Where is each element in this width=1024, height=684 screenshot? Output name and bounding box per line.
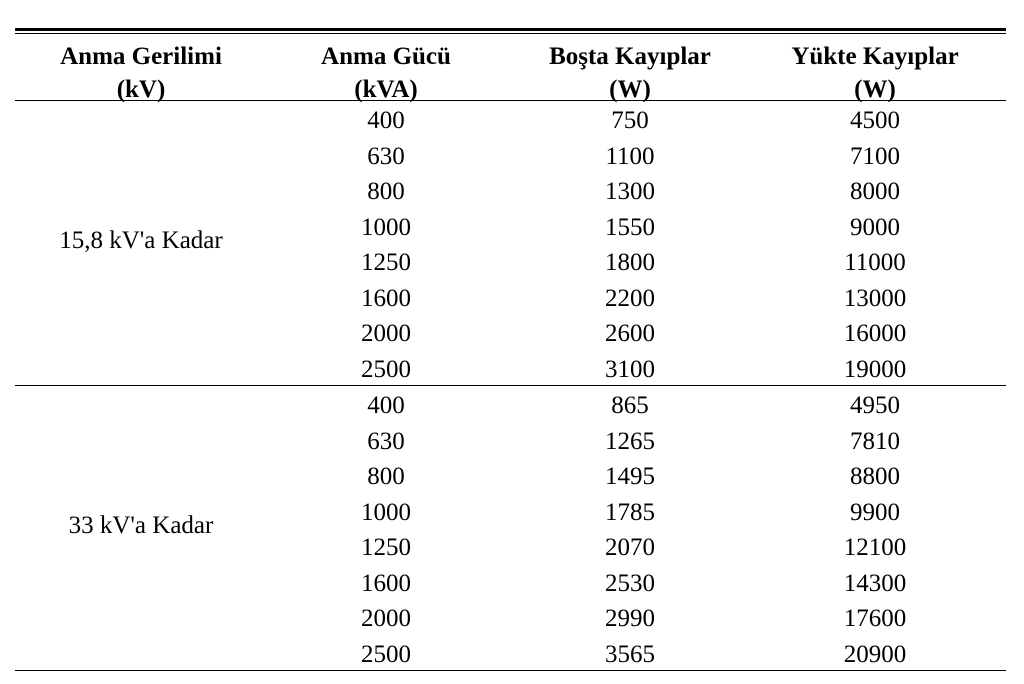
load-loss-cell: 7810 <box>850 427 900 455</box>
no-load-loss-cell: 750 <box>611 107 649 134</box>
no-load-loss-cell: 1100 <box>605 142 655 170</box>
rated-power-cell: 1000 <box>361 498 411 526</box>
table-row <box>15 601 1006 637</box>
group-label: 33 kV'a Kadar <box>68 512 214 539</box>
no-load-loss-cell: 2990 <box>605 605 655 632</box>
no-load-loss-cell: 1300 <box>605 178 655 205</box>
load-loss-cell: 17600 <box>843 605 907 632</box>
load-loss-cell: 14300 <box>843 569 907 597</box>
rated-power-cell: 2000 <box>361 605 411 632</box>
rated-power-cell: 2500 <box>361 640 411 668</box>
rated-power-cell: 1250 <box>361 534 411 561</box>
table-row <box>15 352 1006 388</box>
table-row <box>15 316 1006 352</box>
load-loss-cell: 13000 <box>843 284 907 312</box>
table-row <box>15 495 1006 531</box>
header-no-load-losses-title: Boşta Kayıplar <box>549 43 711 70</box>
load-loss-cell: 12100 <box>843 534 907 561</box>
no-load-loss-cell: 1495 <box>605 463 655 490</box>
load-loss-cell: 4500 <box>850 107 900 134</box>
table-row <box>15 530 1006 566</box>
load-loss-cell: 8800 <box>850 463 900 490</box>
transformer-loss-table <box>15 28 1006 671</box>
table-row <box>15 424 1006 460</box>
header-rated-voltage-unit: (kV) <box>116 76 166 103</box>
load-loss-cell: 4950 <box>850 392 900 419</box>
rated-power-cell: 1600 <box>361 284 411 312</box>
load-loss-cell: 19000 <box>843 355 907 383</box>
rated-power-cell: 2500 <box>361 355 411 383</box>
rated-power-cell: 800 <box>367 463 405 490</box>
table-row <box>15 245 1006 281</box>
rated-power-cell: 800 <box>367 178 405 205</box>
no-load-loss-cell: 2070 <box>605 534 655 561</box>
load-loss-cell: 20900 <box>843 640 907 668</box>
table-row <box>15 139 1006 175</box>
no-load-loss-cell: 865 <box>611 392 649 419</box>
no-load-loss-cell: 1550 <box>605 213 655 241</box>
load-loss-cell: 8000 <box>850 178 900 205</box>
rated-power-cell: 400 <box>367 107 405 134</box>
no-load-loss-cell: 3100 <box>605 355 655 383</box>
table-top-rule <box>15 28 1006 31</box>
group-label: 15,8 kV'a Kadar <box>59 227 223 254</box>
voltage-group-15-8kv <box>15 101 1006 385</box>
no-load-loss-cell: 1785 <box>605 498 655 526</box>
rated-power-cell: 1000 <box>361 213 411 241</box>
header-load-losses-title: Yükte Kayıplar <box>791 43 959 70</box>
header-no-load-losses-unit: (W) <box>609 76 651 103</box>
no-load-loss-cell: 2530 <box>605 569 655 597</box>
table-row <box>15 103 1006 139</box>
header-load-losses-unit: (W) <box>854 76 896 103</box>
header-rated-voltage-title: Anma Gerilimi <box>60 43 222 70</box>
load-loss-cell: 11000 <box>844 249 906 276</box>
table-row <box>15 566 1006 602</box>
rated-power-cell: 630 <box>367 142 405 170</box>
table-row <box>15 174 1006 210</box>
table-row <box>15 459 1006 495</box>
no-load-loss-cell: 1800 <box>605 249 655 276</box>
header-rated-voltage <box>15 40 267 106</box>
table-row <box>15 210 1006 246</box>
rated-power-cell: 1600 <box>361 569 411 597</box>
rated-power-cell: 1250 <box>361 249 411 276</box>
no-load-loss-cell: 1265 <box>605 427 655 455</box>
header-rated-power <box>293 40 479 106</box>
rated-power-cell: 2000 <box>361 320 411 347</box>
table-row <box>15 388 1006 424</box>
no-load-loss-cell: 3565 <box>605 640 655 668</box>
header-rated-power-title: Anma Gücü <box>321 43 451 70</box>
load-loss-cell: 7100 <box>850 142 900 170</box>
rated-power-cell: 400 <box>367 392 405 419</box>
header-no-load-losses <box>523 40 737 106</box>
table-header <box>15 34 1006 103</box>
load-loss-cell: 9900 <box>850 498 900 526</box>
voltage-group-33kv <box>15 386 1006 670</box>
table-row <box>15 281 1006 317</box>
rated-power-cell: 630 <box>367 427 405 455</box>
header-rated-power-unit: (kVA) <box>354 76 418 103</box>
load-loss-cell: 9000 <box>850 213 900 241</box>
table-row <box>15 637 1006 673</box>
no-load-loss-cell: 2200 <box>605 284 655 312</box>
no-load-loss-cell: 2600 <box>605 320 655 347</box>
header-load-losses <box>771 40 979 106</box>
load-loss-cell: 16000 <box>843 320 907 347</box>
